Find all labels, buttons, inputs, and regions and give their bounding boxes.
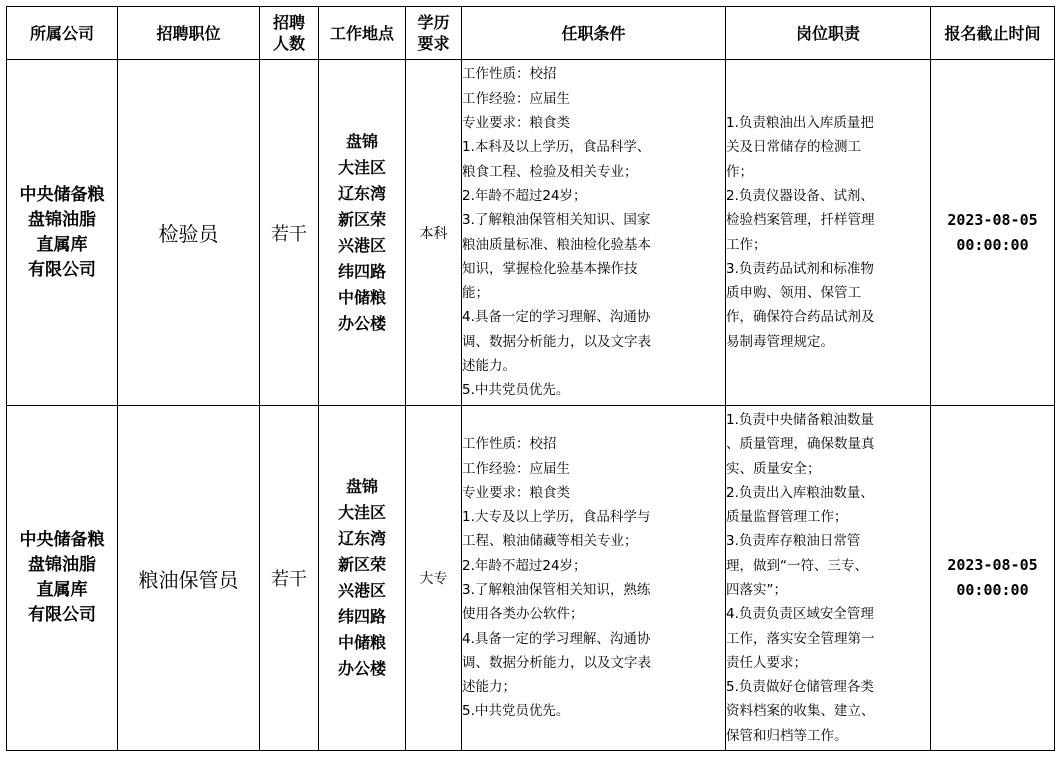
- header-row: [7, 7, 1055, 60]
- location-cell: 盘锦 大洼区 辽东湾 新区荣 兴港区 纬四路 中储粮 办公楼: [319, 60, 406, 406]
- header-company: 所属公司: [7, 7, 118, 60]
- header-position: 招聘职位: [118, 7, 260, 60]
- position-cell: 检验员: [118, 60, 260, 406]
- table-row: [7, 406, 1055, 751]
- duties-cell: 1.负责中央储备粮油数量 、质量管理，确保数量真 实、质量安全； 2.负责出入库粮油数量、 质量监督管理工作； 3.负责库存粮油日常管 理，做到“一符、三专、 四落实”； 4.负责负责区域安全管理 工作，落实安全管理第一 责任人要求； 5.负责做好仓储管理各类 资料档案的收集、建立、 保管和归档等工作。: [726, 406, 931, 751]
- count-cell: 若干: [260, 60, 319, 406]
- header-duties: 岗位职责: [726, 7, 931, 60]
- header-location: 工作地点: [319, 7, 406, 60]
- count-cell: 若干: [260, 406, 319, 751]
- duties-cell: 1.负责粮油出入库质量把 关及日常储存的检测工 作； 2.负责仪器设备、试剂、 检验档案管理，扦样管理 工作； 3.负责药品试剂和标准物 质申购、领用、保管工 作，确保符合药品试剂及 易制毒管理规定。: [726, 60, 931, 406]
- position-cell: 粮油保管员: [118, 406, 260, 751]
- header-requirements: 任职条件: [462, 7, 726, 60]
- company-cell: 中央储备粮 盘锦油脂 直属库 有限公司: [7, 60, 118, 406]
- header-deadline: 报名截止时间: [931, 7, 1055, 60]
- company-cell: 中央储备粮 盘锦油脂 直属库 有限公司: [7, 406, 118, 751]
- header-count: 招聘 人数: [260, 7, 319, 60]
- requirements-cell: 工作性质：校招 工作经验：应届生 专业要求：粮食类 1.大专及以上学历，食品科学与 工程、粮油储藏等相关专业； 2.年龄不超过24岁； 3.了解粮油保管相关知识，熟练 使用各类办公软件； 4.具备一定的学习理解、沟通协 调、数据分析能力，以及文字表 述能力； 5.中共党员优先。: [462, 406, 726, 751]
- education-cell: 本科: [406, 60, 462, 406]
- header-education: 学历 要求: [406, 7, 462, 60]
- education-cell: 大专: [406, 406, 462, 751]
- requirements-cell: 工作性质：校招 工作经验：应届生 专业要求：粮食类 1.本科及以上学历，食品科学、 粮食工程、检验及相关专业； 2.年龄不超过24岁； 3.了解粮油保管相关知识、国家 粮油质量标准、粮油检化验基本 知识，掌握检化验基本操作技 能； 4.具备一定的学习理解、沟通协 调、数据分析能力，以及文字表 述能力。 5.中共党员优先。: [462, 60, 726, 406]
- table-row: [7, 60, 1055, 406]
- recruitment-table: [6, 6, 1055, 751]
- deadline-cell: 2023-08-05 00:00:00: [931, 60, 1055, 406]
- deadline-cell: 2023-08-05 00:00:00: [931, 406, 1055, 751]
- location-cell: 盘锦 大洼区 辽东湾 新区荣 兴港区 纬四路 中储粮 办公楼: [319, 406, 406, 751]
